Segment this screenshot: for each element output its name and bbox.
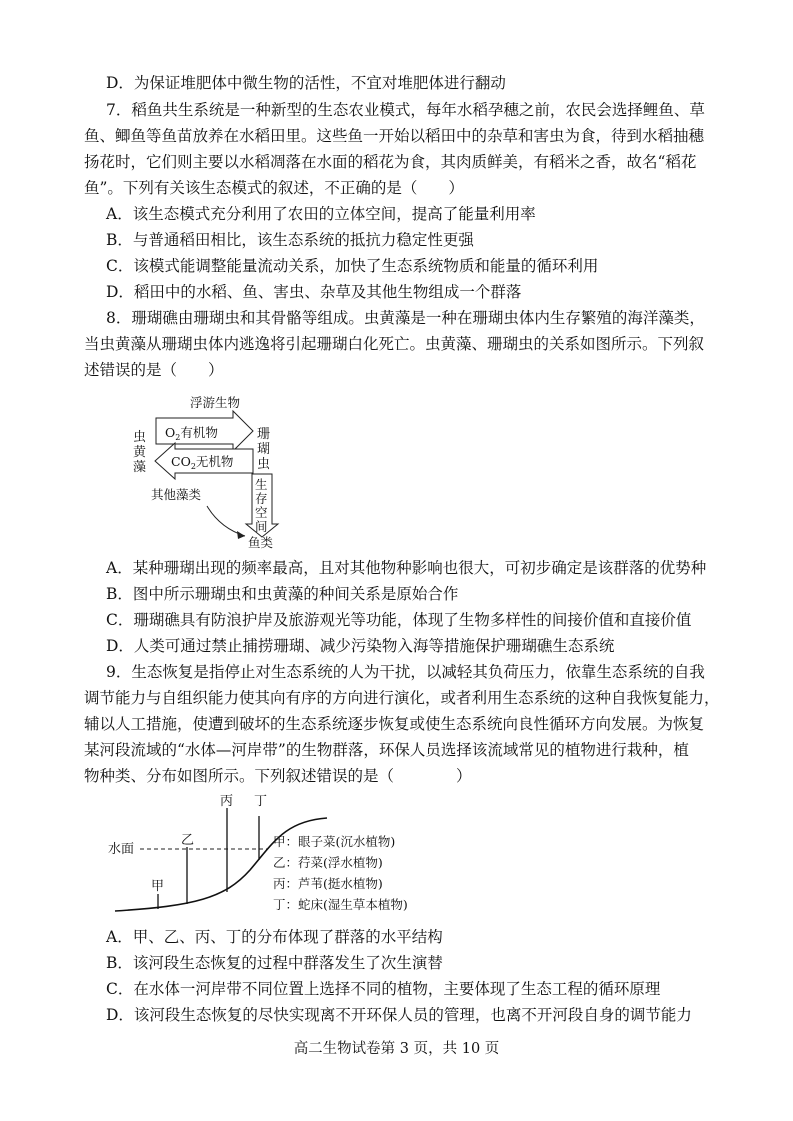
svg-text:瑚: 瑚 <box>257 442 271 457</box>
svg-text:虫: 虫 <box>257 457 271 472</box>
svg-text:甲：眼子菜(沉水植物): 甲：眼子菜(沉水植物) <box>273 834 396 849</box>
q7-stem-line-4: 鱼”。下列有关该生态模式的叙述，不正确的是（ ） <box>84 179 464 197</box>
q7-option-b: B．与普通稻田相比，该生态系统的抵抗力稳定性更强 <box>106 231 474 249</box>
q8-option-d: D．人类可通过禁止捕捞珊瑚、减少污染物入海等措施保护珊瑚礁生态系统 <box>106 637 615 655</box>
svg-text:藻: 藻 <box>133 460 147 475</box>
q9-option-a: A．甲、乙、丙、丁的分布体现了群落的水平结构 <box>106 928 443 946</box>
svg-text:生: 生 <box>255 477 268 492</box>
plant-bing-label: 丙 <box>220 794 234 809</box>
other-algae-label: 其他藻类 <box>151 487 202 502</box>
q7-option-d: D．稻田中的水稻、鱼、害虫、杂草及其他生物组成一个群落 <box>106 283 522 301</box>
svg-text:乙：荇菜(浮水植物): 乙：荇菜(浮水植物) <box>273 855 383 870</box>
q7-option-c: C．该模式能调整能量流动关系，加快了生态系统物质和能量的循环利用 <box>106 257 599 275</box>
fish-label: 鱼类 <box>248 535 274 550</box>
living-space-label <box>255 477 268 534</box>
q9-option-c: C．在水体一河岸带不同位置上选择不同的植物，主要体现了生态工程的循环原理 <box>106 980 661 998</box>
q7-option-a: A．该生态模式充分利用了农田的立体空间，提高了能量利用率 <box>106 205 536 223</box>
plant-yi-label: 乙 <box>181 833 195 848</box>
q8-stem-line-3: 述错误的是（ ） <box>84 361 224 379</box>
q7-stem-line-3: 扬花时，它们则主要以水稻凋落在水面的稻花为食，其肉质鲜美，有稻米之香，故名“稻花 <box>84 153 697 171</box>
page-footer: 高二生物试卷第 3 页，共 10 页 <box>293 1041 500 1057</box>
svg-text:空: 空 <box>255 505 268 520</box>
svg-text:丙：芦苇(挺水植物): 丙：芦苇(挺水植物) <box>273 876 383 891</box>
svg-text:珊: 珊 <box>257 427 271 442</box>
other-algae-arrow <box>207 506 245 536</box>
q9-stem-line-5: 物种类、分布如图所示。下列叙述错误的是（ ） <box>84 767 472 785</box>
coral-algae-diagram <box>125 390 300 550</box>
zooxanthellae-label <box>133 429 147 475</box>
plant-jia-label: 甲 <box>151 879 165 894</box>
q9-stem-line-1: 9．生态恢复是指停止对生态系统的人为干扰，以减轻其负荷压力，依靠生态系统的自我 <box>106 663 705 681</box>
q8-option-b: B．图中所示珊瑚虫和虫黄藻的种间关系是原始合作 <box>106 585 459 603</box>
q9-stem-line-3: 辅以人工措施，使遭到破坏的生态系统逐步恢复或使生态系统向良性循环方向发展。为恢复 <box>84 715 705 733</box>
riverbank-plant-diagram <box>105 788 440 920</box>
q8-stem-line-2: 当虫黄藻从珊瑚虫体内逃逸将引起珊瑚白化死亡。虫黄藻、珊瑚虫的关系如图所示。下列叙 <box>84 335 705 353</box>
q7-stem-line-2: 鱼、鲫鱼等鱼苗放养在水稻田里。这些鱼一开始以稻田中的杂草和害虫为食，待到水稻抽穗 <box>84 127 705 145</box>
q8-option-c: C．珊瑚礁具有防浪护岸及旅游观光等功能，体现了生物多样性的间接价值和直接价值 <box>106 611 692 629</box>
water-surface-label: 水面 <box>108 842 135 857</box>
q9-option-d: D．该河段生态恢复的尽快实现离不开环保人员的管理，也离不开河段自身的调节能力 <box>106 1006 692 1024</box>
svg-text:丁：蛇床(湿生草本植物): 丁：蛇床(湿生草本植物) <box>273 897 408 912</box>
q8-option-a: A．某种珊瑚出现的频率最高，且对其他物种影响也很大，可初步确定是该群落的优势种 <box>106 559 707 577</box>
plankton-label: 浮游生物 <box>190 395 241 410</box>
svg-text:存: 存 <box>255 491 268 506</box>
svg-text:虫: 虫 <box>133 430 147 445</box>
q9-stem-line-4: 某河段流域的“水体—河岸带”的生物群落，环保人员选择该流域常见的植物进行栽种，植 <box>84 741 689 759</box>
svg-text:CO2无机物: $CO_2$无机物 <box>171 454 234 471</box>
q6-option-d: D．为保证堆肥体中微生物的活性，不宜对堆肥体进行翻动 <box>106 74 506 92</box>
q9-stem-line-2: 调节能力与自组织能力使其向有序的方向进行演化，或者利用生态系统的这种自我恢复能力， <box>84 689 720 707</box>
q8-stem-line-1: 8．珊瑚礁由珊瑚虫和其骨骼等组成。虫黄藻是一种在珊瑚虫体内生存繁殖的海洋藻类， <box>106 309 705 327</box>
svg-text:间: 间 <box>255 519 268 534</box>
svg-text:O2有机物: $O_2$有机物 <box>165 425 218 442</box>
svg-text:黄: 黄 <box>133 445 147 460</box>
q9-option-b: B．该河段生态恢复的过程中群落发生了次生演替 <box>106 954 443 972</box>
coral-polyp-label <box>257 427 270 472</box>
q7-stem-line-1: 7．稻鱼共生系统是一种新型的生态农业模式，每年水稻孕穗之前，农民会选择鲤鱼、草 <box>106 101 705 119</box>
plant-ding-label: 丁 <box>254 794 268 809</box>
plant-legend <box>273 834 408 912</box>
